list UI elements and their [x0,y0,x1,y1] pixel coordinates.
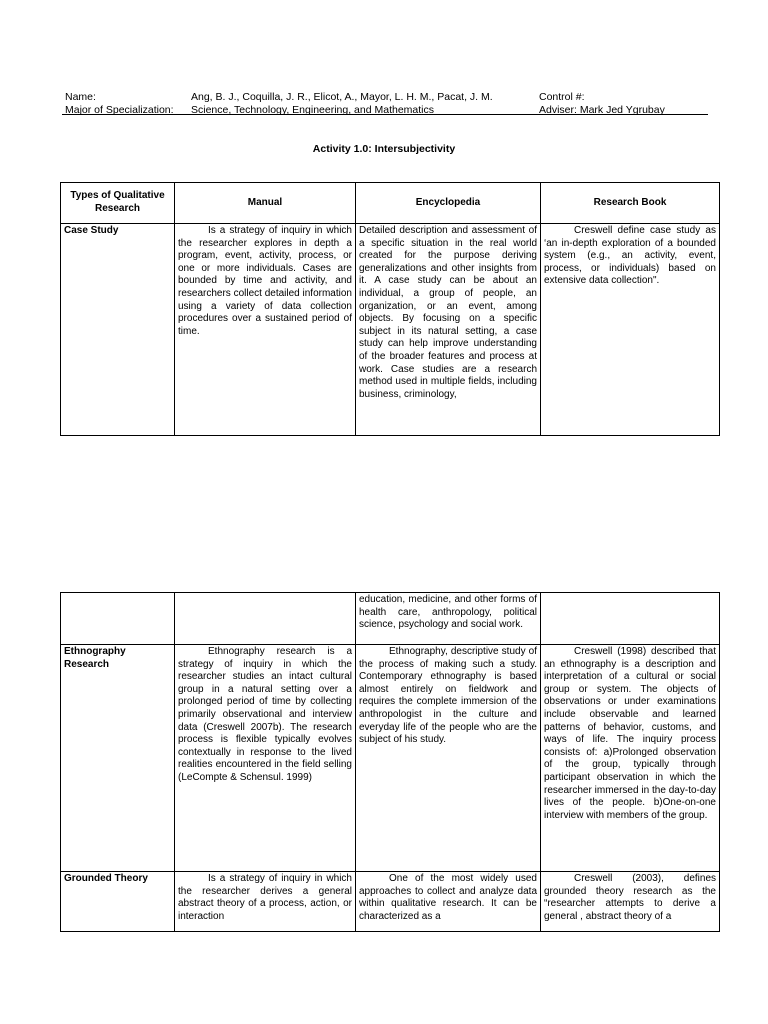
ethnography-encyclopedia: Ethnography, descriptive study of the process of making such a study. Contemporary ethnography is based almost entirely on fieldwork and requires the complete immersion of the anthropologist in the culture and everyday life of the people who are the subject of his study. [356,645,541,872]
case-study-manual: Is a strategy of inquiry in which the researcher explores in depth a program, event, activity, process, or one or more individuals. Cases are bounded by time and activity, and researchers collect detailed information using a variety of data collection procedures over a sustained period of time. [175,224,356,436]
header-divider [62,114,708,115]
continuation-empty-research-book [541,593,720,645]
name-label: Name: [65,91,96,103]
grounded-theory-encyclopedia: One of the most widely used approaches to collect and analyze data within qualitative research. It can be characterized as a [356,872,541,932]
major-label: Major of Specialization: [65,104,174,116]
ethnography-research-book: Creswell (1998) described that an ethnography is a description and interpretation of a cultural or social group or system. The objects of observations or under examinations include observable and learned patterns of behavior, customs, and ways of life. The inquiry process consists of: a)Prolonged observation of the group, typically through participant observation in which the researcher immersed in the day-to-day lives of the people. b)One-on-one interview with members of the group. [541,645,720,872]
name-value: Ang, B. J., Coquilla, J. R., Elicot, A., Mayor, L. H. M., Pacat, J. M. [191,91,493,103]
activity-title: Activity 1.0: Intersubjectivity [312,143,456,155]
table-row-case-study [61,224,720,436]
case-study-encyclopedia [356,224,541,436]
grounded-theory-research-book: Creswell (2003), defines grounded theory research as the “researcher attempts to derive a general , abstract theory of a [541,872,720,932]
row-label-case-study: Case Study [61,224,175,436]
continuation-empty-manual [175,593,356,645]
control-number-label: Control #: [539,91,585,103]
case-study-encyclopedia-text: Detailed description and assessment of a specific situation in the real world created for the purpose deriving generalizations and other insights from it. A case study can be about an individual, a group of people, an organization, or an event, among objects. By focusing on a specific subject in its natural setting, a case study can help improve understanding of the broader features and process at work. Case studies are a research method used in multiple fields, including business, criminology, [359,225,537,400]
table-header-row [61,183,720,224]
comparison-table-part-1 [60,182,720,436]
header-types: Types of Qualitative Research [61,183,175,224]
row-label-ethnography: Ethnography Research [61,645,175,872]
table-row-ethnography [61,645,720,872]
table-row-grounded-theory [61,872,720,932]
adviser: Adviser: Mark Jed Ygrubay [539,104,665,116]
header-research-book: Research Book [541,183,720,224]
continuation-encyclopedia: education, medicine, and other forms of health care, anthropology, political science, psychology and social work. [356,593,541,645]
continuation-empty-label [61,593,175,645]
case-study-research-book: Creswell define case study as ‘an in-depth exploration of a bounded system (e.g., an activity, event, process, or individuals) based on extensive data collection". [541,224,720,436]
row-label-grounded-theory: Grounded Theory [61,872,175,932]
comparison-table-part-2 [60,592,720,932]
major-value: Science, Technology, Engineering, and Mathematics [191,104,435,116]
grounded-theory-manual: Is a strategy of inquiry in which the researcher derives a general abstract theory of a process, action, or interaction [175,872,356,932]
table-row-continuation [61,593,720,645]
header-manual: Manual [175,183,356,224]
header-encyclopedia: Encyclopedia [356,183,541,224]
ethnography-manual: Ethnography research is a strategy of inquiry in which the researcher studies an intact cultural group in a natural setting over a prolonged period of time by collecting primarily observational and interview data (Creswell 2007b). The research process is flexible typically evolves contextually in response to the lived realities encountered in the field selling (LeCompte & Schensul. 1999) [175,645,356,872]
